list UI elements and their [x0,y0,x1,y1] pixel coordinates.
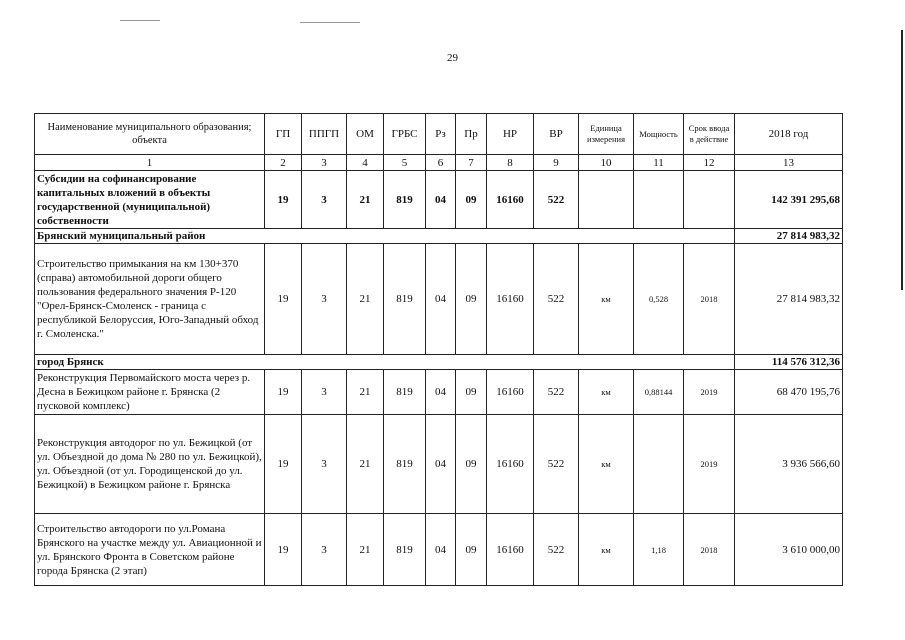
cell-grbs: 819 [384,171,426,229]
budget-table [34,113,843,586]
header-row [35,114,843,155]
cell-amount: 27 814 983,32 [735,244,843,355]
cell-om: 21 [347,370,384,415]
column-number-row [35,155,843,171]
cell-term: 2018 [684,514,735,586]
cell-ppgp: 3 [302,370,347,415]
cell-pr: 09 [456,514,487,586]
cell-gp: 19 [265,415,302,514]
table-row [35,171,843,229]
column-number: 6 [426,155,456,171]
header-gp: ГП [265,114,302,155]
column-number: 13 [735,155,843,171]
cell-term: 2019 [684,370,735,415]
cell-capacity [634,415,684,514]
header-om: ОМ [347,114,384,155]
header-term: Срок ввода в действие [684,114,735,155]
cell-amount: 27 814 983,32 [735,229,843,244]
cell-vr: 522 [534,415,579,514]
cell-vr: 522 [534,171,579,229]
cell-amount: 142 391 295,68 [735,171,843,229]
page-number: 29 [447,52,458,64]
column-number: 5 [384,155,426,171]
cell-amount: 3 610 000,00 [735,514,843,586]
cell-vr: 522 [534,370,579,415]
scan-edge [901,30,903,290]
header-rz: Рз [426,114,456,155]
cell-vr: 522 [534,244,579,355]
table-row [35,370,843,415]
header-unit: Единица измерения [579,114,634,155]
cell-nr: 16160 [487,370,534,415]
cell-ppgp: 3 [302,415,347,514]
cell-ppgp: 3 [302,514,347,586]
cell-unit: км [579,244,634,355]
header-ppgp: ППГП [302,114,347,155]
cell-capacity: 0,88144 [634,370,684,415]
cell-om: 21 [347,171,384,229]
cell-capacity [634,171,684,229]
cell-gp: 19 [265,370,302,415]
column-number: 10 [579,155,634,171]
header-pr: Пр [456,114,487,155]
cell-pr: 09 [456,244,487,355]
cell-unit: км [579,415,634,514]
header-name: Наименование муниципального образования; объекта [35,114,265,155]
column-number: 3 [302,155,347,171]
cell-term: 2018 [684,244,735,355]
cell-nr: 16160 [487,514,534,586]
row-name: Субсидии на софинансирование капитальных вложений в объекты государственной (муниципальной) собственности [35,171,265,229]
cell-rz: 04 [426,171,456,229]
table-row [35,514,843,586]
cell-term: 2019 [684,415,735,514]
cell-gp: 19 [265,514,302,586]
scan-mark [120,20,160,21]
cell-nr: 16160 [487,244,534,355]
table-row [35,229,843,244]
table-row [35,244,843,355]
cell-capacity: 1,18 [634,514,684,586]
column-number: 2 [265,155,302,171]
row-name: Реконструкция автодорог по ул. Бежицкой (от ул. Объездной до дома № 280 по ул. Бежицкой), ул. Объездной (от ул. Городищенской до ул. Бежицкой) в Бежицком районе г. Брянска [35,415,265,514]
cell-grbs: 819 [384,514,426,586]
header-capacity: Мощность [634,114,684,155]
header-grbs: ГРБС [384,114,426,155]
column-number: 4 [347,155,384,171]
row-name: Строительство примыкания на км 130+370 (справа) автомобильной дороги общего пользования федерального значения Р-120 "Орел-Брянск-Смоленск - граница с республикой Белоруссия, Юго-Западный обход г. Смоленска." [35,244,265,355]
table-row [35,415,843,514]
cell-amount: 68 470 195,76 [735,370,843,415]
cell-pr: 09 [456,415,487,514]
cell-pr: 09 [456,171,487,229]
cell-om: 21 [347,514,384,586]
cell-ppgp: 3 [302,244,347,355]
row-name: город Брянск [35,355,735,370]
cell-pr: 09 [456,370,487,415]
cell-unit [579,171,634,229]
cell-grbs: 819 [384,370,426,415]
cell-term [684,171,735,229]
cell-gp: 19 [265,244,302,355]
header-nr: НР [487,114,534,155]
cell-unit: км [579,514,634,586]
column-number: 12 [684,155,735,171]
column-number: 8 [487,155,534,171]
column-number: 7 [456,155,487,171]
cell-om: 21 [347,415,384,514]
cell-om: 21 [347,244,384,355]
row-name: Строительство автодороги по ул.Романа Брянского на участке между ул. Авиационной и ул. Брянского Фронта в Советском районе города Брянска (2 этап) [35,514,265,586]
header-vr: ВР [534,114,579,155]
cell-amount: 114 576 312,36 [735,355,843,370]
cell-ppgp: 3 [302,171,347,229]
cell-rz: 04 [426,244,456,355]
header-year: 2018 год [735,114,843,155]
cell-rz: 04 [426,514,456,586]
cell-grbs: 819 [384,415,426,514]
column-number: 9 [534,155,579,171]
row-name: Реконструкция Первомайского моста через р. Десна в Бежицком районе г. Брянска (2 пусковой комплекс) [35,370,265,415]
cell-gp: 19 [265,171,302,229]
cell-nr: 16160 [487,415,534,514]
cell-unit: км [579,370,634,415]
row-name: Брянский муниципальный район [35,229,735,244]
table-row [35,355,843,370]
cell-rz: 04 [426,415,456,514]
cell-amount: 3 936 566,60 [735,415,843,514]
cell-capacity: 0,528 [634,244,684,355]
cell-grbs: 819 [384,244,426,355]
scan-mark [300,22,360,23]
column-number: 11 [634,155,684,171]
cell-nr: 16160 [487,171,534,229]
column-number: 1 [35,155,265,171]
cell-rz: 04 [426,370,456,415]
cell-vr: 522 [534,514,579,586]
